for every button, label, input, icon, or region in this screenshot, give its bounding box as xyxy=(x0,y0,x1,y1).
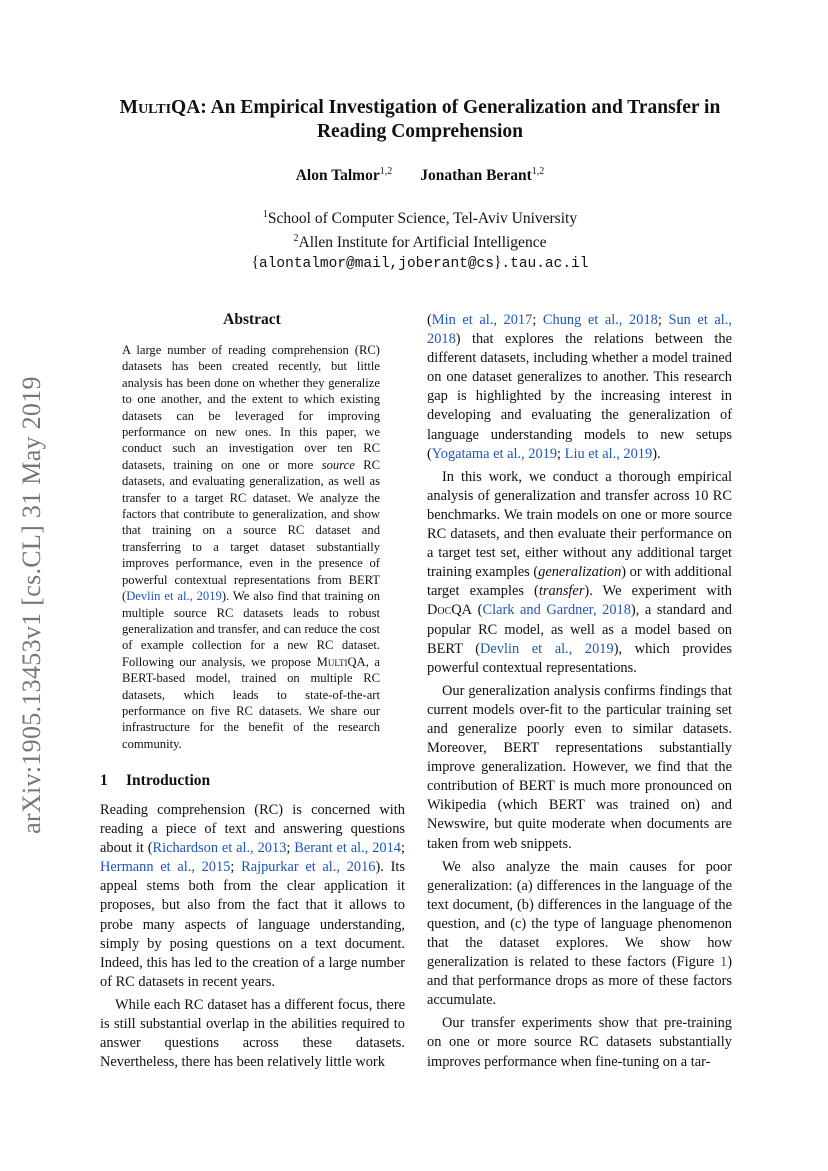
abstract-heading: Abstract xyxy=(223,311,281,328)
citation-link[interactable]: Yogatama et al., 2019 xyxy=(431,445,558,462)
citation-link[interactable]: Chung et al., 2018 xyxy=(542,312,658,328)
author-affiliation-mark: 1,2 xyxy=(379,166,393,177)
citation-link[interactable]: Richardson et al., 2013 xyxy=(152,840,287,857)
left-column-body xyxy=(100,801,405,1076)
title-line-2: Reading Comprehension xyxy=(316,121,524,142)
body-paragraph: (Min et al., 2017; Chung et al., 2018; Sun et al., 2018) that explores the relations between the different datasets, including whether a model trained on one dataset generalizes to another. This research gap is highlighted by the increasing interest in developing and evaluating the generalization of language understanding models to new setups (Yogatama et al., 2019; Liu et al., 2019). xyxy=(427,312,732,462)
body-paragraph: Our transfer experiments show that pre-training on one or more source RC datasets substantially improves performance when fine-tuning on a tar- xyxy=(427,1015,732,1070)
citation-link[interactable]: Devlin et al., 2019 xyxy=(480,640,614,657)
title-system-name: MultiQA xyxy=(119,97,201,118)
citation-link[interactable]: Berant et al., 2014 xyxy=(294,840,401,857)
affiliations xyxy=(80,205,760,274)
body-paragraph: We also analyze the main causes for poor generalization: (a) differences in the language of the text document, (b) differences in the language of the question, and (c) the type of language phenomenon that the dataset explores. We show how generalization is related to these factors (Figure 1) and that performance drops as more of these factors accumulate. xyxy=(427,858,732,1009)
arxiv-identifier-text: arXiv:1905.13453v1 [cs.CL] 31 May 2019 xyxy=(17,376,46,834)
author-name: Jonathan Berant xyxy=(420,167,532,185)
paper-title xyxy=(80,96,760,144)
citation-link[interactable]: Sun et al., 2018 xyxy=(427,312,732,348)
citation-link[interactable]: Hermann et al., 2015 xyxy=(100,859,231,876)
author-emails: {alontalmor@mail,joberant@cs}.tau.ac.il xyxy=(251,254,589,273)
body-paragraph: In this work, we conduct a thorough empirical analysis of generalization and transfer across 10 RC benchmarks. We train models on one or more source RC datasets, and then evaluate their performance on a target test set, either without any additional target training examples (generalization) or with additional target examples (transfer). We experiment with DocQA (Clark and Gardner, 2018), a standard and popular RC model, as well as a model based on BERT (Devlin et al., 2019), which provides powerful contextual representations. xyxy=(427,468,732,676)
arxiv-identifier xyxy=(12,355,52,855)
citation-link[interactable]: Min et al., 2017 xyxy=(431,312,533,328)
affiliation-line: $^2$Allen Institute for Artificial Intelligence xyxy=(293,233,547,252)
affiliation-line: $^1$School of Computer Science, Tel-Aviv University xyxy=(262,209,578,228)
abstract-body: A large number of reading comprehension (RC) datasets has been created recently, but little analysis has been done on whether they generalize to one another, and the extent to which existing datasets can be leveraged for improving performance on new ones. In this paper, we conduct such an investigation over ten RC datasets, training on one or more source RC datasets, and evaluating generalization, as well as transfer to a target RC dataset. We analyze the factors that contribute to generalization, and show that training on a source RC dataset and transferring to a target dataset substantially improves performance, even in the presence of powerful contextual representations from BERT (Devlin et al., 2019). We also find that training on multiple source RC datasets leads to robust generalization and transfer, and can reduce the cost of example collection for a new RC dataset. Following our analysis, we propose MultiQA, a BERT-based model, trained on multiple RC datasets, which leads to state-of-the-art performance on five RC datasets. We share our infrastructure for the benefit of the research community. xyxy=(122,343,380,751)
citation-link[interactable]: Clark and Gardner, 2018 xyxy=(482,602,631,619)
body-paragraph: Our generalization analysis confirms findings that current models over-fit to the particular training set and generalize poorly even to similar datasets. Moreover, BERT representations substantially improve generalization. However, we find that the contribution of BERT is much more pronounced on Wikipedia (which BERT was trained on) and Newswire, but quite moderate when documents are taken from web snippets. xyxy=(427,682,732,852)
author-list xyxy=(80,166,760,185)
author-name: Alon Talmor xyxy=(295,167,380,185)
intro-paragraph: Reading comprehension (RC) is concerned with reading a piece of text and answering questions about it (Richardson et al., 2013; Berant et al., 2014; Hermann et al., 2015; Rajpurkar et al., 2016). Its appeal stems both from the clear application it proposes, but also from the fact that it allows to probe many aspects of language understanding, simply by posing questions on a text document. Indeed, this has led to the creation of a large number of RC datasets in recent years. xyxy=(100,802,405,990)
citation-link[interactable]: Devlin et al., 2019 xyxy=(126,589,222,604)
title-line-1: : An Empirical Investigation of Generalization and Transfer in xyxy=(200,97,721,118)
citation-link[interactable]: Rajpurkar et al., 2016 xyxy=(241,859,376,876)
author-affiliation-mark: 1,2 xyxy=(531,166,545,177)
right-column-body xyxy=(427,311,732,1076)
figure-reference-link[interactable]: 1 xyxy=(720,954,728,971)
section-heading-introduction: 1 Introduction xyxy=(100,772,211,789)
intro-paragraph: While each RC dataset has a different focus, there is still substantial overlap in the abilities required to answer questions across these datasets. Nevertheless, there has been relatively little work xyxy=(100,996,405,1071)
citation-link[interactable]: Liu et al., 2019 xyxy=(564,445,653,462)
